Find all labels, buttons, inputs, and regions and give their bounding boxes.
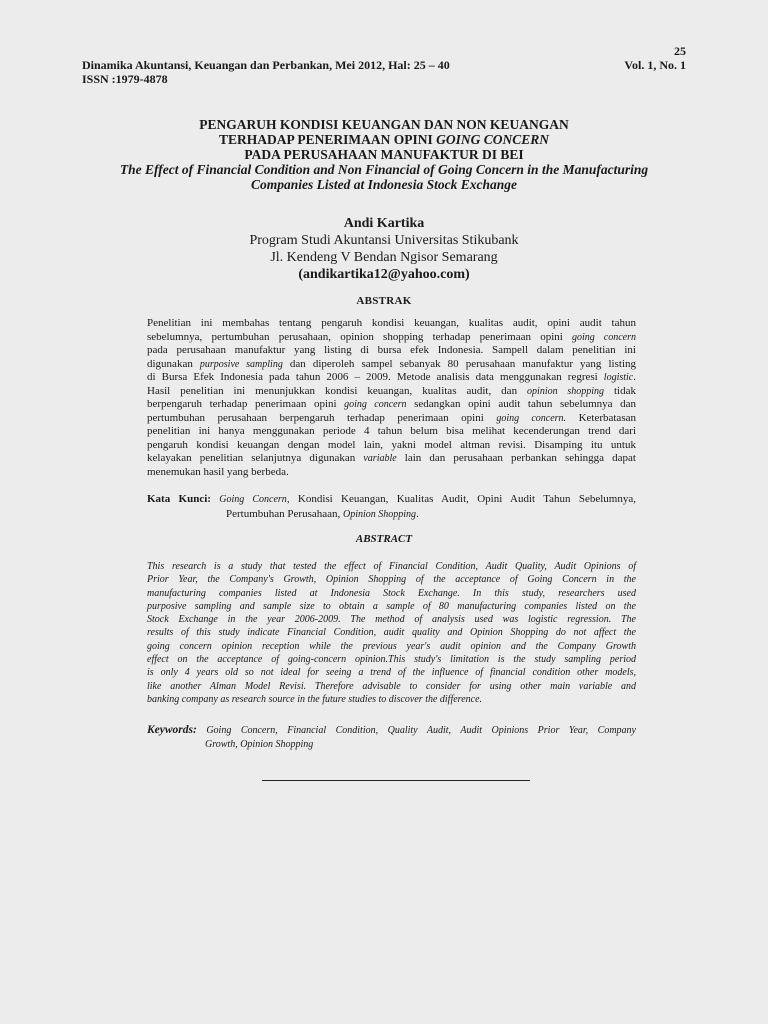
abstract-line: This research is a study that tested the effect of Financial Condition, Audit Quality, Audit Opinions of <box>147 561 636 572</box>
abstrak-text: sedangkan opini audit tahun sebelumnya dan <box>406 398 636 410</box>
abstrak-line: pengaruh kondisi keuangan dengan model lain, yakni model altman revisi. Disamping itu untuk <box>147 438 636 451</box>
abstract-line: going concern opinion reception while the previous year's audit opinion and the Company Growth <box>147 640 636 652</box>
kata-kunci-text: Pertumbuhan Perusahaan, <box>226 508 343 520</box>
kata-kunci-text: , Kondisi Keuangan, Kualitas Audit, Opini Audit Tahun Sebelumnya, <box>286 493 636 505</box>
abstrak-line <box>147 358 636 372</box>
title-block <box>60 117 708 192</box>
author-affiliation: Program Studi Akuntansi Universitas Stikubank <box>249 233 519 248</box>
abstrak-text: pertumbuhan perusahaan berpengaruh terhadap penerimaan opini <box>147 411 497 424</box>
abstract-line: banking company as research source in the future studies to discover the difference. <box>147 693 483 705</box>
abstrak-text: di Bursa Efek Indonesia pada tahun 2006 – 2009. Metode analisis data menggunakan regresi <box>147 371 604 383</box>
kata-kunci-italic: Opinion Shopping <box>343 509 417 520</box>
abstrak-heading: ABSTRAK <box>356 295 412 307</box>
title-going-concern: GOING CONCERN <box>436 132 550 147</box>
abstrak-line: Penelitian ini membahas tentang pengaruh kondisi keuangan, kualitas audit, opini audit tahun <box>147 317 636 329</box>
journal-citation: Dinamika Akuntansi, Keuangan dan Perbankan, Mei 2012, Hal: 25 – 40 <box>82 58 450 72</box>
abstrak-text: Keterbatasan <box>566 411 636 424</box>
kata-kunci <box>147 492 636 522</box>
kata-kunci-label: Kata Kunci: <box>147 493 211 505</box>
abstrak-text: kelayakan penelitian selanjutnya digunakan <box>147 452 364 464</box>
abstrak-text: tidak <box>604 384 636 397</box>
kata-kunci-italic: Going Concern <box>219 494 287 505</box>
abstract-line: manufacturing companies listed at Indonesia Stock Exchange. In this study, researchers used <box>147 587 636 599</box>
abstrak-line <box>147 398 636 412</box>
abstract-line: effect on the acceptance of going-concern opinion.This study's limitation is the study sampling period <box>147 654 636 666</box>
abstrak-text: digunakan <box>147 357 200 370</box>
author-name: Andi Kartika <box>343 216 425 231</box>
volume-issue: Vol. 1, No. 1 <box>624 58 686 72</box>
abstrak-italic: going concern. <box>496 412 567 424</box>
footnote-divider <box>262 780 530 781</box>
title-line-2-text: TERHADAP PENERIMAAN OPINI <box>218 132 437 147</box>
abstrak-line <box>147 412 636 426</box>
abstrak-text: Hasil penelitian ini menunjukkan kondisi keuangan, kualitas audit, dan <box>147 384 528 397</box>
keywords-line-1 <box>147 724 636 738</box>
abstract-body <box>147 560 636 706</box>
abstrak-italic: going concern <box>572 331 636 343</box>
abstrak-line <box>147 331 636 345</box>
abstrak-body <box>147 317 636 479</box>
author-address: Jl. Kendeng V Bendan Ngisor Semarang <box>270 250 498 265</box>
abstrak-text: . <box>633 371 636 383</box>
abstrak-line <box>147 452 636 466</box>
abstrak-text: dan diperoleh sampel sebanyak 80 perusahaan manufaktur yang listing <box>282 357 637 370</box>
abstrak-italic: opinion shopping <box>527 385 605 397</box>
abstract-line: is only 4 years old so not ideal for seeing a trend of the influence of financial condition other models, <box>147 667 636 679</box>
abstrak-italic: going concern <box>344 399 407 410</box>
abstrak-line: penelitian ini hanya menggunakan periode 4 tahun belum bisa melihat kecenderungan trend dari <box>147 425 636 437</box>
abstract-line: purposive sampling and sample size to obtain a sample of 80 manufacturing companies listed on the <box>147 600 636 612</box>
keywords-line-2: Growth, Opinion Shopping <box>205 738 314 750</box>
abstract-heading: ABSTRACT <box>355 533 413 545</box>
author-block <box>60 215 708 283</box>
kata-kunci-line-2 <box>147 507 636 522</box>
keywords-label: Keywords: <box>147 724 197 736</box>
english-title-line-1: The Effect of Financial Condition and Non Financial of Going Concern in the Manufacturing <box>119 162 649 177</box>
abstrak-line: menemukan hasil yang berbeda. <box>147 465 289 478</box>
english-title-line-2: Companies Listed at Indonesia Stock Exchange <box>251 177 517 192</box>
title-line-2 <box>60 132 708 147</box>
abstract-line: Stock Exchange in the year 2006-2009. The method of analysis used was logistic regression. The <box>147 614 636 626</box>
abstract-line: like another Alman Model Revisi. Therefore advisable to consider for using other main variable and <box>147 680 636 692</box>
abstrak-text: berpengaruh terhadap penerimaan opini <box>147 398 345 410</box>
abstrak-text: sebelumnya, pertumbuhan perusahaan, opinion shopping terhadap penerimaan opini <box>147 330 573 343</box>
abstract-line: results of this study indicate Financial Condition, audit quality and Opinion Shopping do not affect the <box>147 627 636 639</box>
abstrak-italic: purposive sampling <box>199 358 283 370</box>
issn: ISSN :1979-4878 <box>82 72 168 86</box>
author-email: (andikartika12@yahoo.com) <box>298 267 470 282</box>
abstrak-italic: variable <box>363 453 397 464</box>
keywords <box>147 724 636 751</box>
abstrak-line: pada perusahaan manufaktur yang listing di bursa efek Indonesia. Sampell dalam penelitian ini <box>147 344 636 356</box>
abstrak-line <box>147 371 636 385</box>
page-number: 25 <box>674 44 686 58</box>
keywords-text: Going Concern, Financial Condition, Quality Audit, Audit Opinions Prior Year, Company <box>196 725 636 736</box>
abstrak-line <box>147 385 636 399</box>
title-line-3: PADA PERUSAHAAN MANUFAKTUR DI BEI <box>244 147 524 162</box>
abstrak-italic: logistic <box>603 372 634 383</box>
title-line-1: PENGARUH KONDISI KEUANGAN DAN NON KEUANGAN <box>199 117 569 132</box>
abstrak-text: lain dan perusahaan perbankan sehingga dapat <box>396 452 636 464</box>
kata-kunci-line-1 <box>147 492 636 507</box>
kata-kunci-text: . <box>416 508 419 520</box>
abstract-line: Prior Year, the Company's Growth, Opinion Shopping of the acceptance of Going Concern in the <box>147 574 636 586</box>
